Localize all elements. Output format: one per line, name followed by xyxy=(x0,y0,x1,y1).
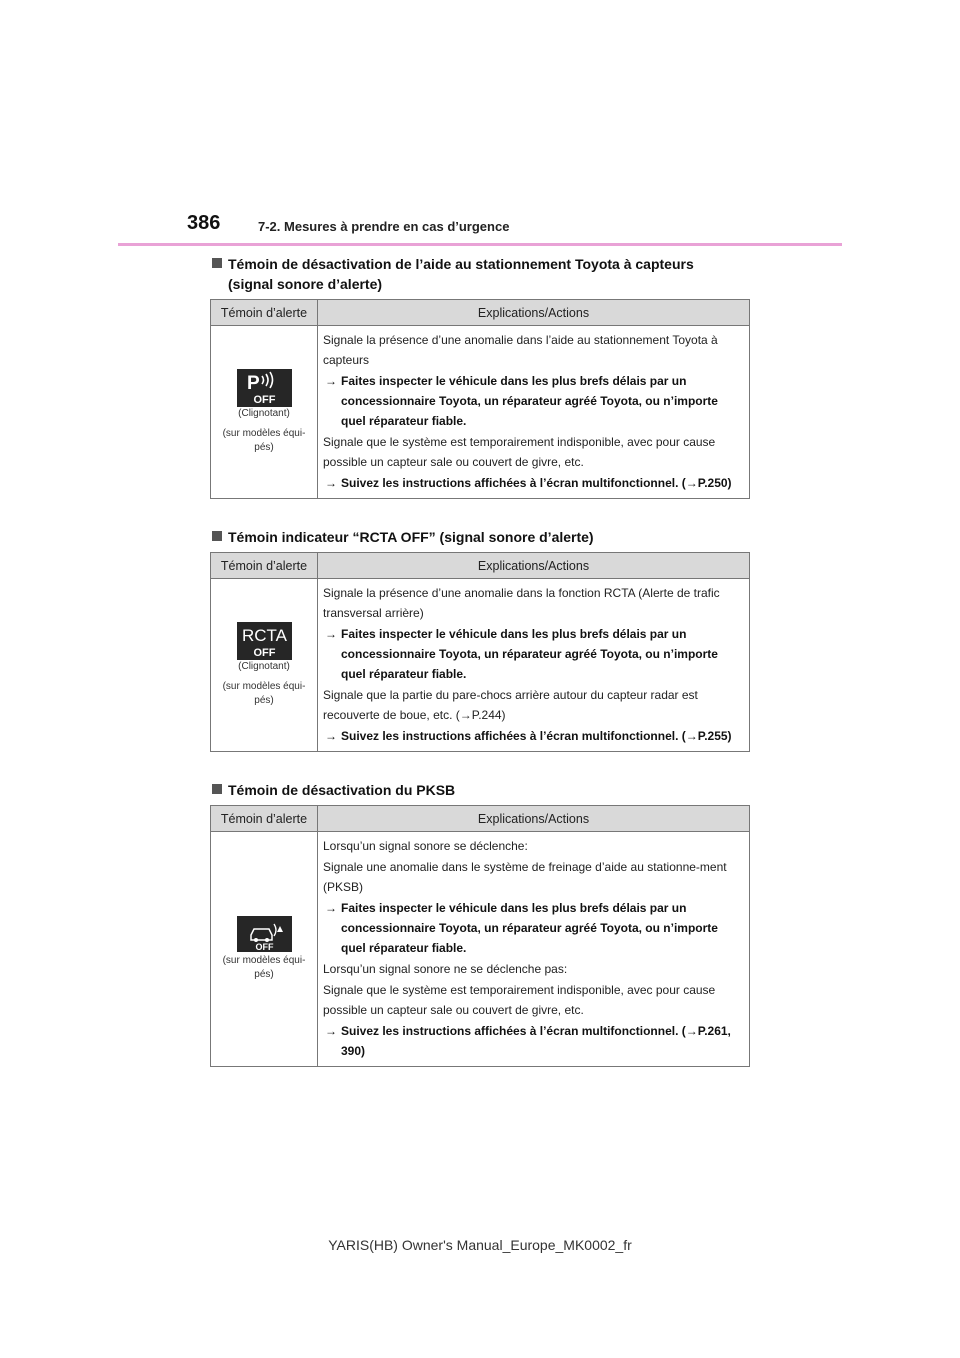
arrow-icon: → xyxy=(325,476,337,490)
svg-text:OFF: OFF xyxy=(255,942,273,952)
action-item: → Suivez les instructions affichées à l’écran multifonctionnel. (→P.261, 390) xyxy=(323,1021,745,1061)
column-header-explanations: Explications/Actions xyxy=(318,300,750,326)
action-item: → Suivez les instructions affichées à l’écran multifonctionnel. (→P.250) xyxy=(323,473,745,493)
svg-text:P: P xyxy=(246,373,260,394)
blinking-note: (Clignotant) xyxy=(238,661,290,672)
section-title-pksb: Témoin de désactivation du PKSB xyxy=(212,780,752,800)
action-item: → Faites inspecter le véhicule dans les plus brefs délais par un concessionnaire Toyota, un réparateur agréé Toyota, ou n’importe quel réparateur fiable. xyxy=(323,898,745,958)
model-note: (sur modèles équi-pés) xyxy=(222,681,306,706)
parking-sensor-off-icon xyxy=(237,369,292,407)
arrow-icon: → xyxy=(325,627,337,641)
square-bullet-icon xyxy=(212,258,222,268)
explanation-text: Signale une anomalie dans le système de freinage d’aide au stationne-ment (PKSB) xyxy=(323,860,727,894)
explanation-text: Signale que le système est temporairement indisponible, avec pour cause possible un capteur sale ou couvert de givre, etc. xyxy=(323,983,716,1017)
arrow-icon: → xyxy=(325,901,337,915)
model-note: (sur modèles équi-pés) xyxy=(222,428,306,453)
warning-table-pksb xyxy=(210,805,750,1067)
arrow-icon: → xyxy=(325,1024,337,1038)
arrow-icon: → xyxy=(325,729,337,743)
explanation-text: Signale que le système est temporairement indisponible, avec pour cause possible un capteur sale ou couvert de givre, etc. xyxy=(323,435,716,469)
icon-cell xyxy=(211,579,318,752)
column-header-explanations: Explications/Actions xyxy=(318,553,750,579)
section-title-parking-sensor: Témoin de désactivation de l’aide au stationnement Toyota à capteurs (signal sonore d’alerte) xyxy=(212,254,752,294)
action-item: → Faites inspecter le véhicule dans les plus brefs délais par un concessionnaire Toyota, un réparateur agréé Toyota, ou n’importe quel réparateur fiable. xyxy=(323,371,745,431)
column-header-warning: Témoin d’alerte xyxy=(211,806,318,832)
column-header-warning: Témoin d’alerte xyxy=(211,553,318,579)
svg-text:OFF: OFF xyxy=(253,647,275,659)
icon-cell xyxy=(211,326,318,499)
column-header-explanations: Explications/Actions xyxy=(318,806,750,832)
warning-table-parking-sensor xyxy=(210,299,750,499)
explanation-text: Lorsqu’un signal sonore se déclenche: xyxy=(323,839,528,853)
column-header-warning: Témoin d’alerte xyxy=(211,300,318,326)
warning-table-rcta xyxy=(210,552,750,752)
icon-cell xyxy=(211,832,318,1067)
footer-manual-id: YARIS(HB) Owner's Manual_Europe_MK0002_fr xyxy=(328,1237,632,1253)
section-header: 7-2. Mesures à prendre en cas d’urgence xyxy=(258,219,510,234)
blinking-note: (Clignotant) xyxy=(238,408,290,419)
header-rule xyxy=(118,243,842,246)
section-title-rcta: Témoin indicateur “RCTA OFF” (signal sonore d’alerte) xyxy=(212,527,752,547)
explanation-text: Signale que la partie du pare-chocs arrière autour du capteur radar est recouverte de boue, etc. (→P.244) xyxy=(323,688,698,722)
explanation-cell xyxy=(318,832,750,1067)
page-number: 386 xyxy=(187,212,221,234)
pksb-off-icon xyxy=(237,916,292,952)
explanation-text: Lorsqu’un signal sonore ne se déclenche pas: xyxy=(323,962,568,976)
arrow-icon: → xyxy=(325,374,337,388)
svg-text:OFF: OFF xyxy=(253,394,275,406)
explanation-cell xyxy=(318,579,750,752)
rcta-off-icon xyxy=(237,622,292,660)
action-item: → Faites inspecter le véhicule dans les plus brefs délais par un concessionnaire Toyota, un réparateur agréé Toyota, ou n’importe quel réparateur fiable. xyxy=(323,624,745,684)
explanation-text: Signale la présence d’une anomalie dans la fonction RCTA (Alerte de trafic transversal arrière) xyxy=(323,586,720,620)
action-item: → Suivez les instructions affichées à l’écran multifonctionnel. (→P.255) xyxy=(323,726,745,746)
explanation-cell xyxy=(318,326,750,499)
svg-text:RCTA: RCTA xyxy=(241,626,287,645)
explanation-text: Signale la présence d’une anomalie dans l’aide au stationnement Toyota à capteurs xyxy=(323,333,718,367)
square-bullet-icon xyxy=(212,784,222,794)
model-note: (sur modèles équi-pés) xyxy=(222,955,306,980)
square-bullet-icon xyxy=(212,531,222,541)
